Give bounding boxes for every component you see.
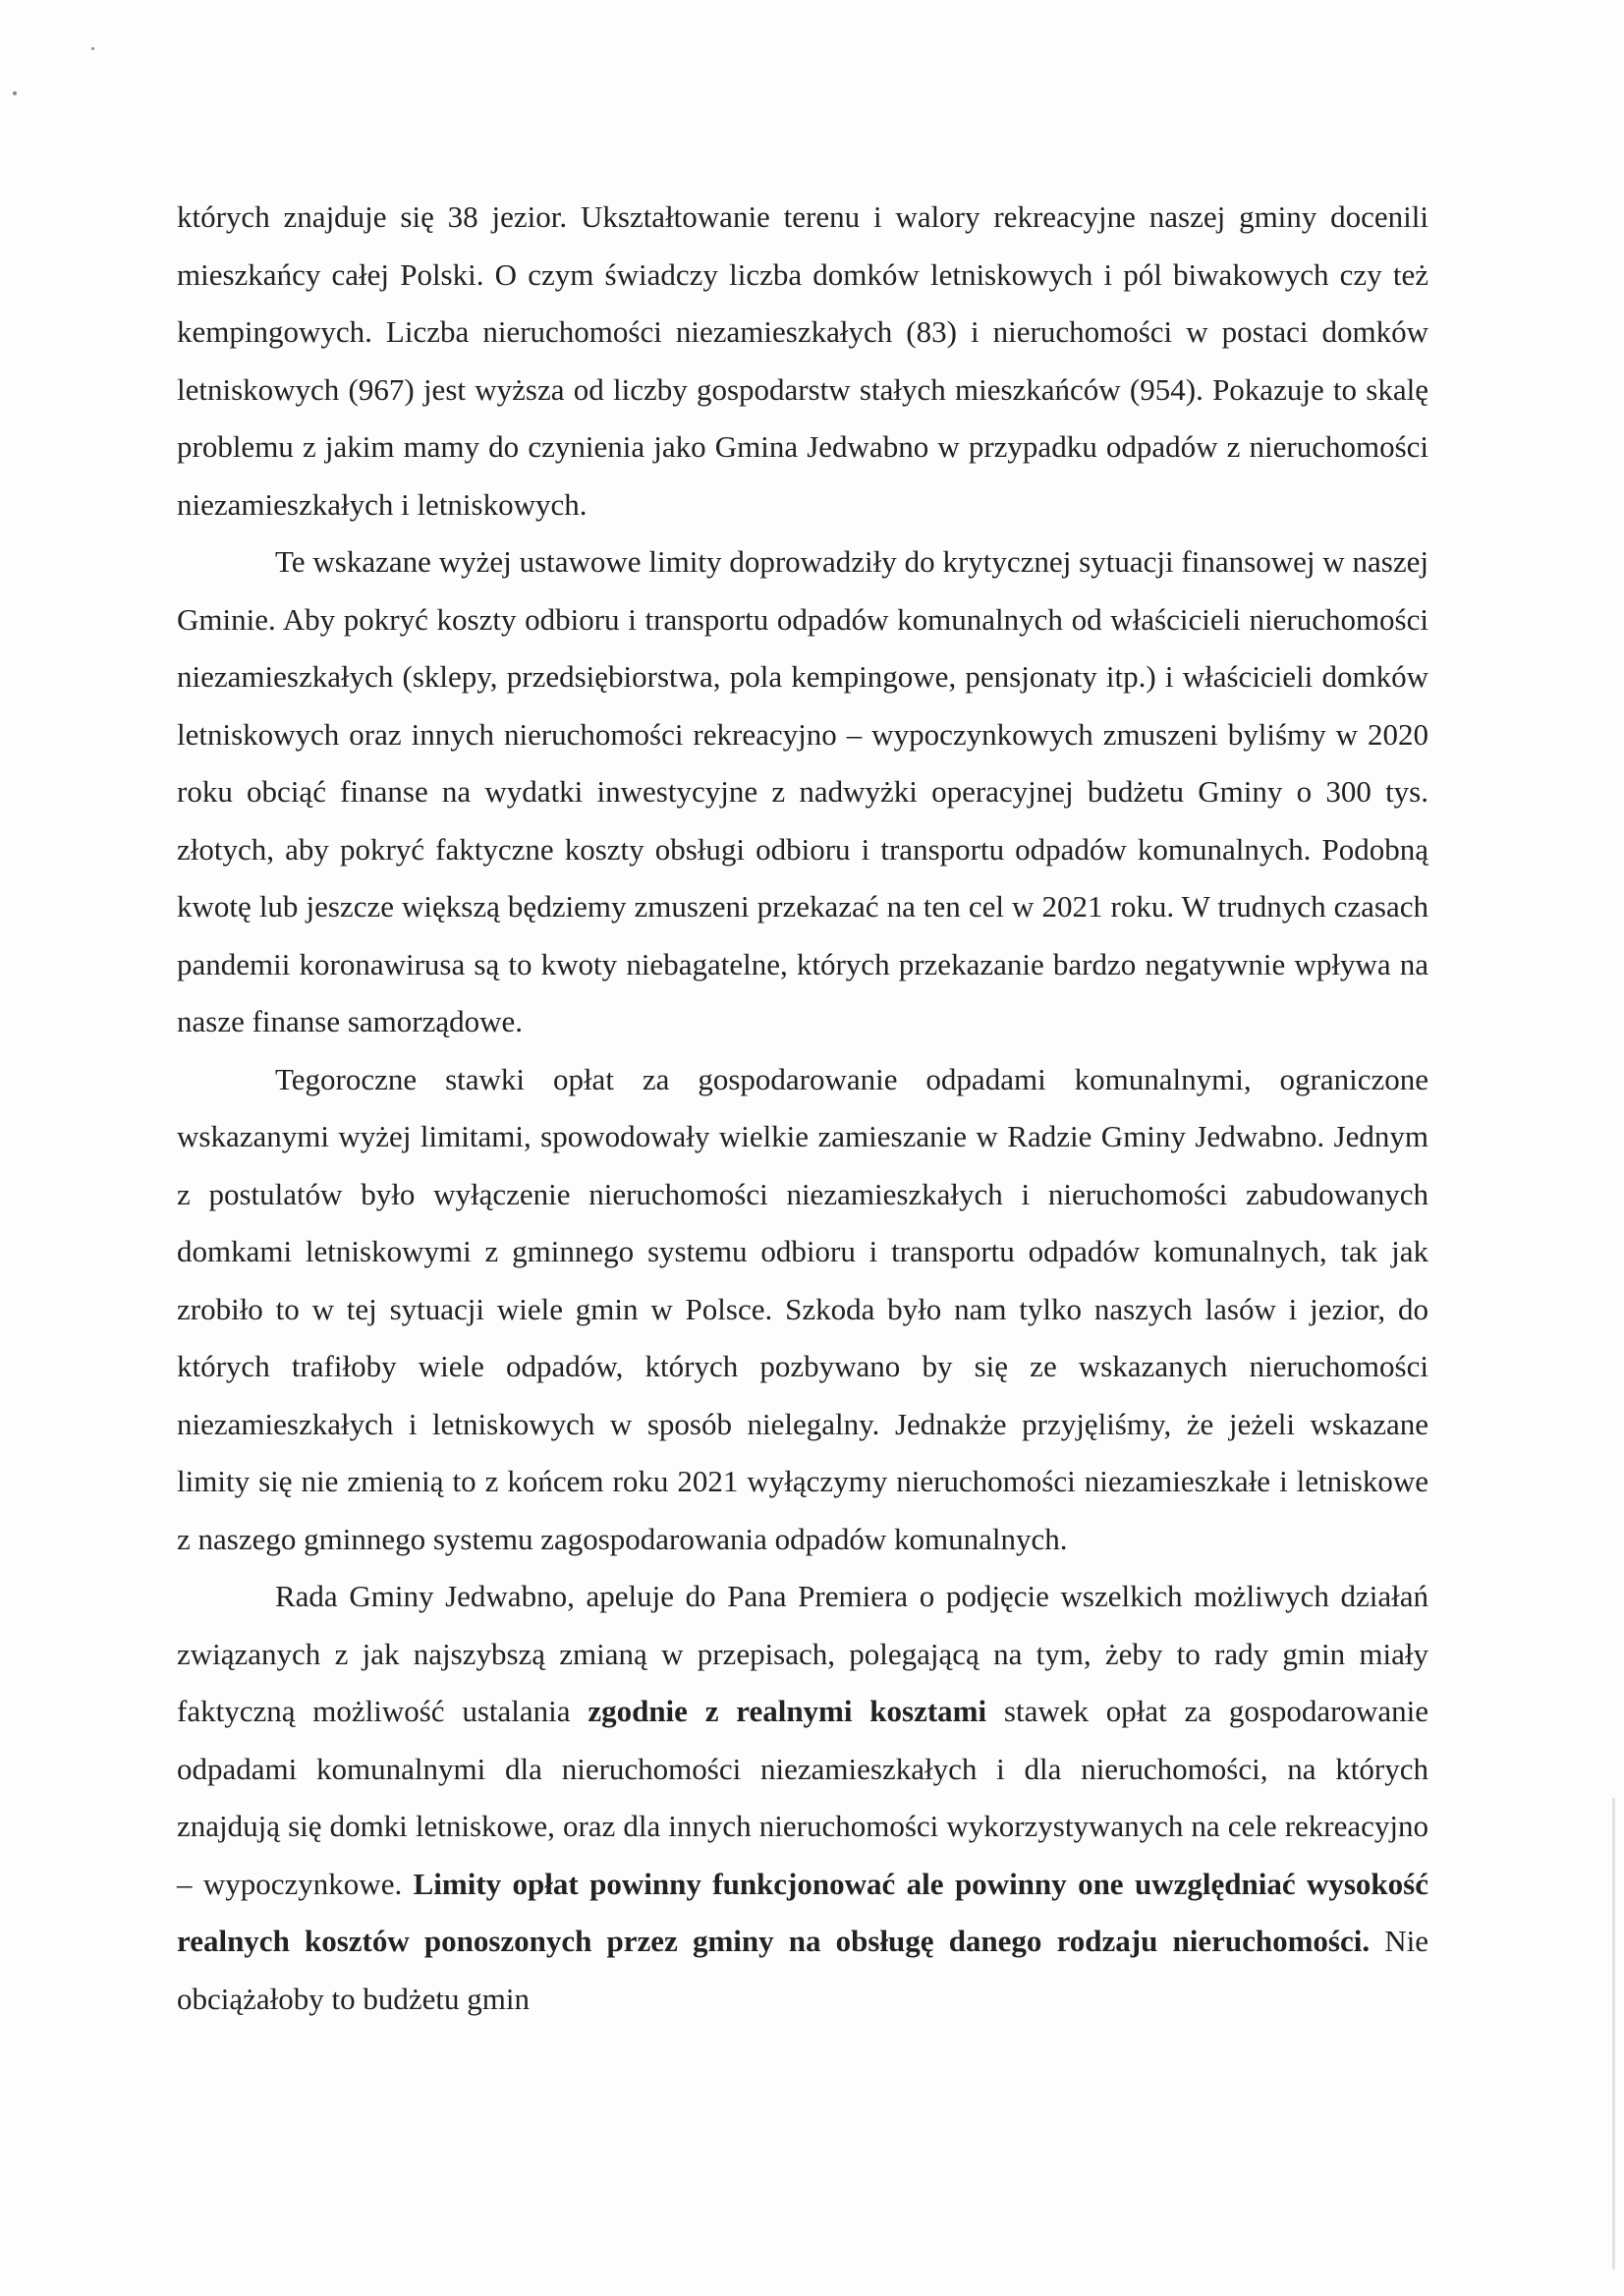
paragraph-text: Rada Gminy Jedwabno, apeluje do Pana Premiera o podjęcie wszelkich możliwych działań związanych z jak najszybszą zmianą w przepisach, polegającą na tym, żeby to rady gmin miały faktyczną możliwość ustalania: [177, 1579, 1428, 1728]
document-body: [177, 189, 1428, 2028]
paragraph-lakes-and-properties: [177, 189, 1428, 533]
scan-edge-line: [1612, 1798, 1615, 2269]
paragraph-text: stawek opłat za gospodarowanie odpadami komunalnymi dla nieruchomości niezamieszkałych i dla nieruchomości, na których znajdują się domki letniskowe, oraz dla innych nieruchomości wykorzystywanych na cele rekreacyjno – wypoczynkowe.: [177, 1694, 1428, 1901]
scan-speck: [13, 91, 17, 95]
paragraph-text: Te wskazane wyżej ustawowe limity doprowadziły do krytycznej sytuacji finansowej w naszej Gminie. Aby pokryć koszty odbioru i transportu odpadów komunalnych od właścicieli nieruchomości niezamieszkałych (sklepy, przedsiębiorstwa, pola kempingowe, pensjonaty itp.) i właścicieli domków letniskowych oraz innych nieruchomości rekreacyjno – wypoczynkowych zmuszeni byliśmy w 2020 roku obciąć finanse na wydatki inwestycyjne z nadwyżki operacyjnej budżetu Gminy o 300 tys. złotych, aby pokryć faktyczne koszty obsługi odbioru i transportu odpadów komunalnych. Podobną kwotę lub jeszcze większą będziemy zmuszeni przekazać na ten cel w 2021 roku. W trudnych czasach pandemii koronawirusa są to kwoty niebagatelne, których przekazanie bardzo negatywnie wpływa na nasze finanse samorządowe.: [177, 544, 1428, 1038]
paragraph-text: Tegoroczne stawki opłat za gospodarowanie odpadami komunalnymi, ograniczone wskazanymi wyżej limitami, spowodowały wielkie zamieszanie w Radzie Gminy Jedwabno. Jednym z postulatów było wyłączenie nieruchomości niezamieszkałych i nieruchomości zabudowanych domkami letniskowymi z gminnego systemu odbioru i transportu odpadów komunalnych, tak jak zrobiło to w tej sytuacji wiele gmin w Polsce. Szkoda było nam tylko naszych lasów i jezior, do których trafiłoby wiele odpadów, których pozbywano by się ze wskazanych nieruchomości niezamieszkałych i letniskowych w sposób nielegalny. Jednakże przyjęliśmy, że jeżeli wskazane limity się nie zmienią to z końcem roku 2021 wyłączymy nieruchomości niezamieszkałe i letniskowe z naszego gminnego systemu zagospodarowania odpadów komunalnych.: [177, 1061, 1428, 1556]
paragraph-council-confusion: [177, 1051, 1428, 1569]
paragraph-text: których znajduje się 38 jezior. Ukształtowanie terenu i walory rekreacyjne naszej gminy docenili mieszkańcy całej Polski. O czym świadczy liczba domków letniskowych i pól biwakowych czy też kempingowych. Liczba nieruchomości niezamieszkałych (83) i nieruchomości w postaci domków letniskowych (967) jest wyższa od liczby gospodarstw stałych mieszkańców (954). Pokazuje to skalę problemu z jakim mamy do czynienia jako Gmina Jedwabno w przypadku odpadów z nieruchomości niezamieszkałych i letniskowych.: [177, 199, 1428, 522]
paragraph-text: Nie obciążałoby to budżetu gmin: [177, 1924, 1429, 2016]
bold-emphasis-real-costs: zgodnie z realnymi kosztami: [588, 1694, 987, 1728]
scan-speck: [91, 47, 94, 50]
paragraph-appeal-to-premier: [177, 1568, 1428, 2028]
bold-emphasis-fee-limits: Limity opłat powinny funkcjonować ale powinny one uwzględniać wysokość realnych kosztów ponoszonych przez gminy na obsługę danego rodzaju nieruchomości.: [177, 1866, 1428, 1958]
paragraph-financial-situation: [177, 533, 1428, 1051]
